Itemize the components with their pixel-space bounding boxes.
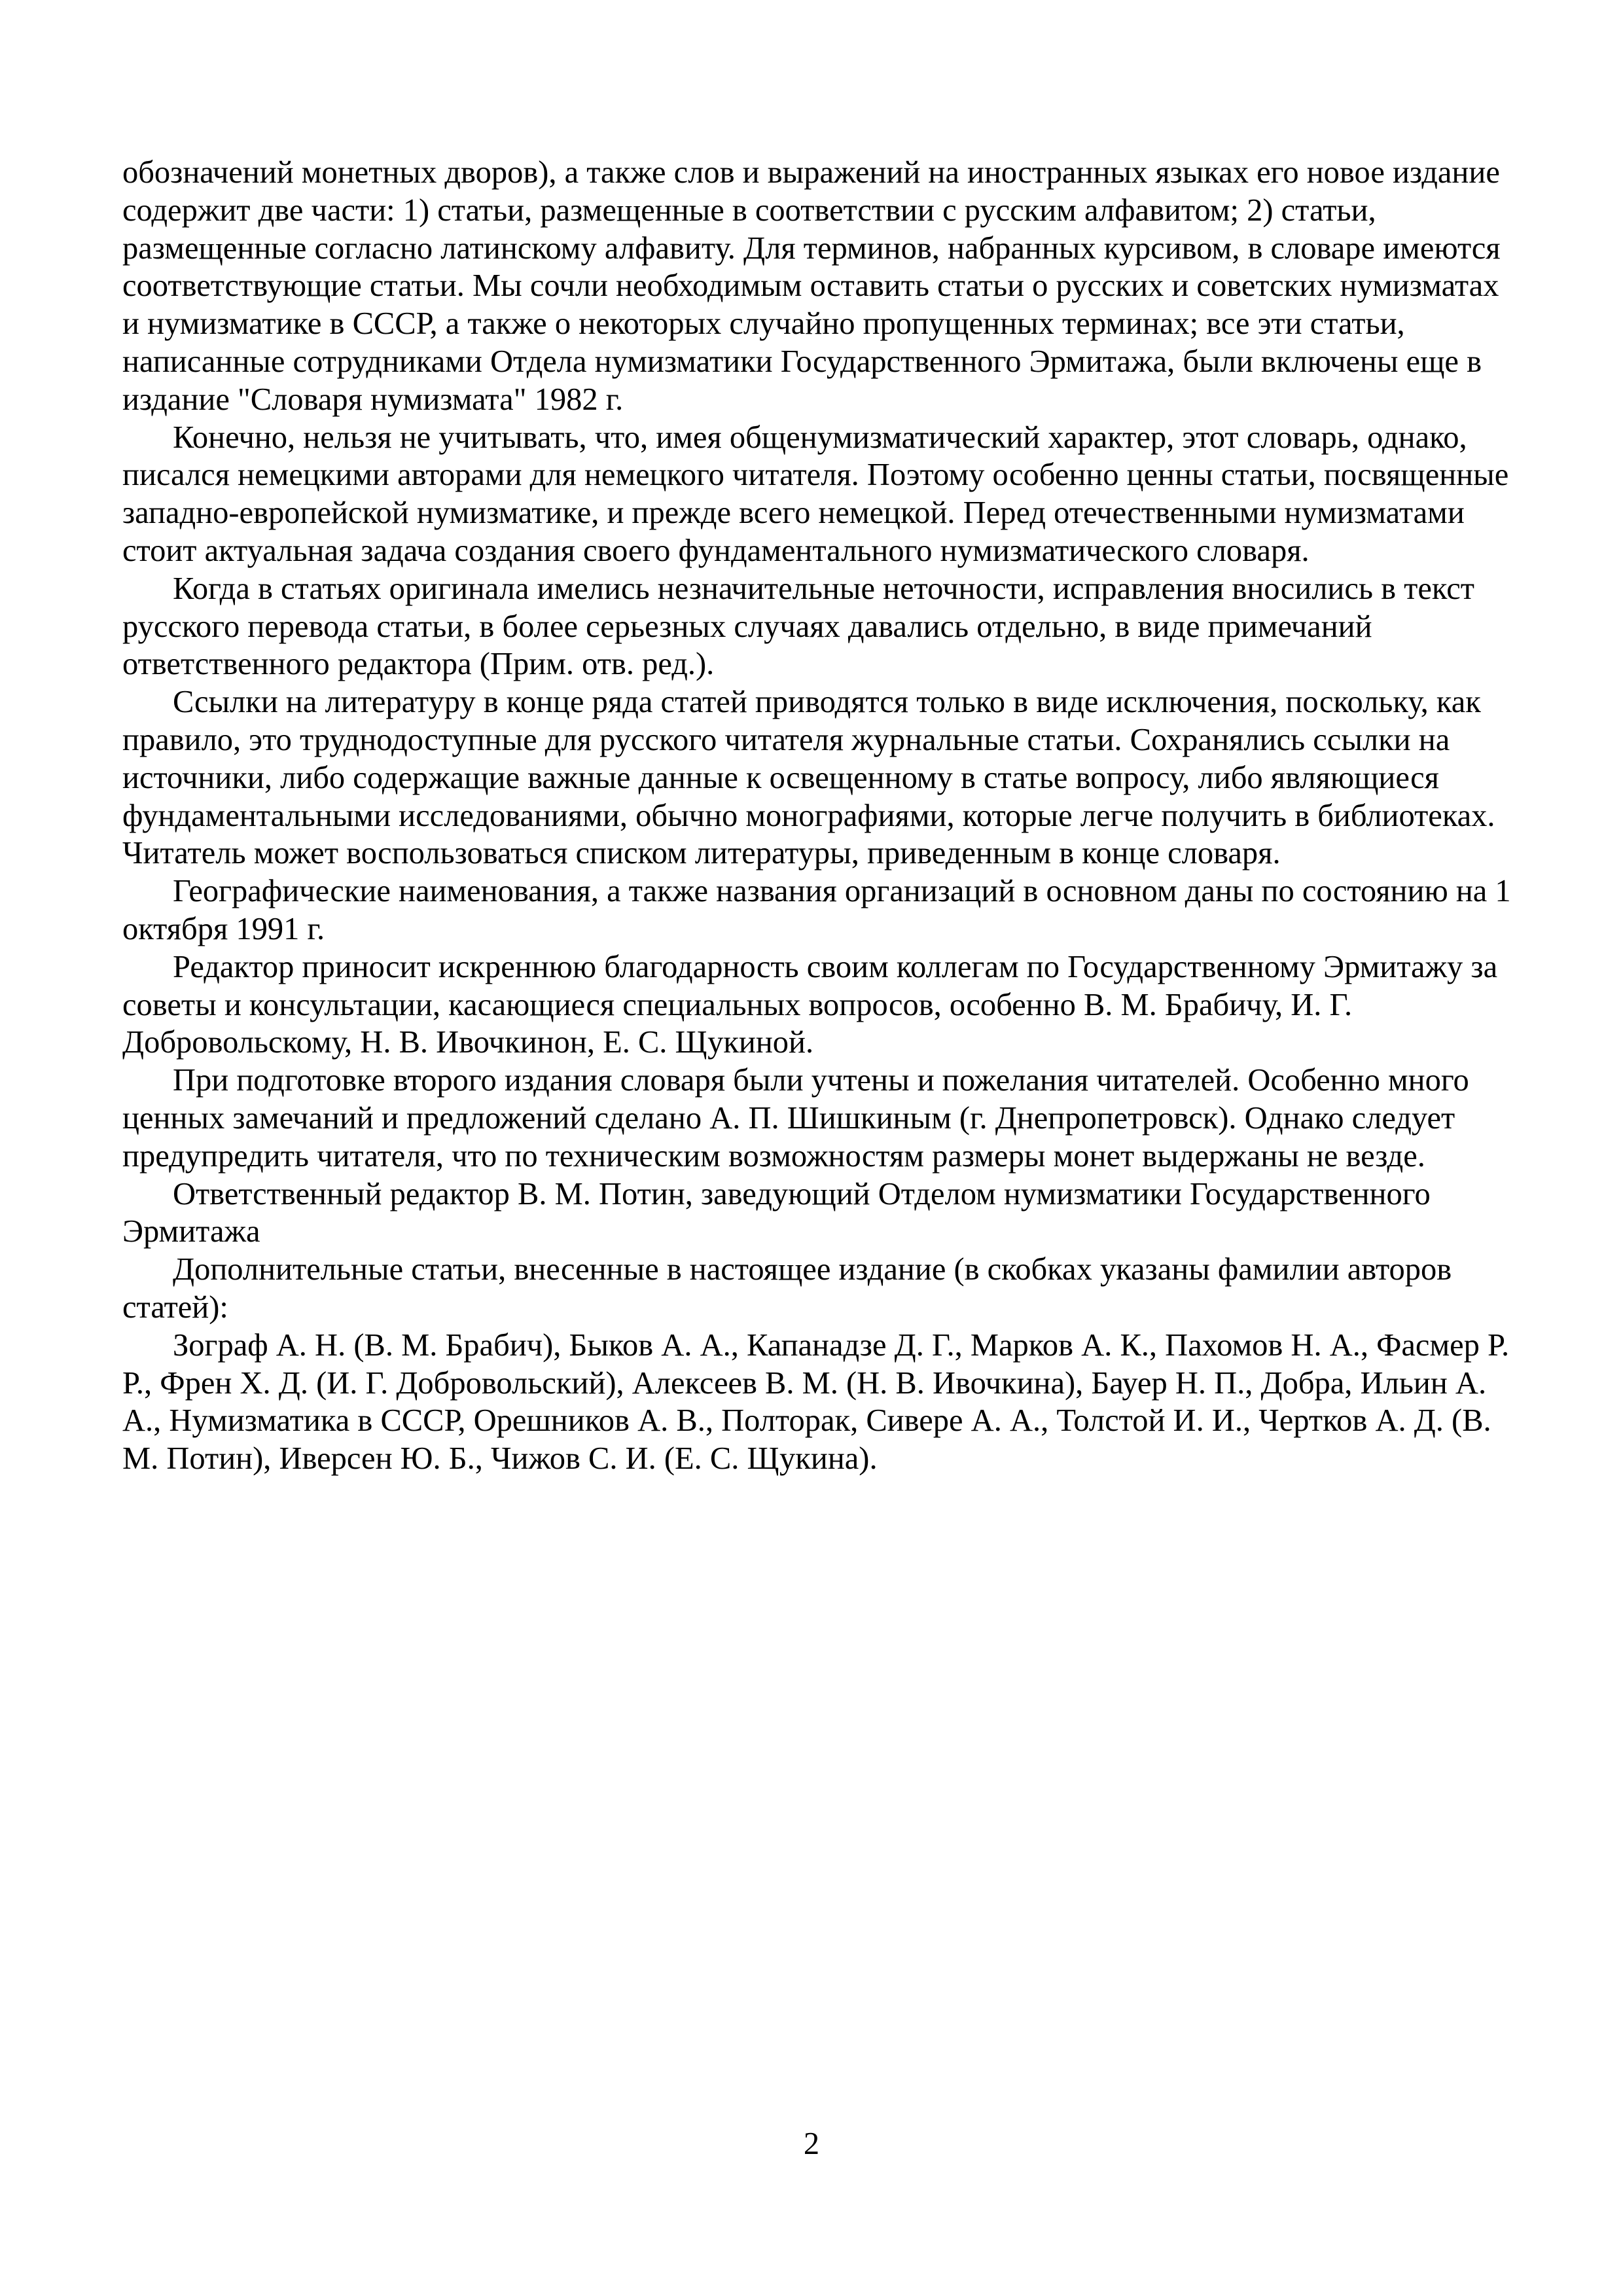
paragraph-additional-articles-list: Зограф А. Н. (В. М. Брабич), Быков А. А., Капанадзе Д. Г., Марков А. К., Пахомов Н. А., Фасмер Р. Р., Френ Х. Д. (И. Г. Добровольский), Алексеев В. М. (Н. В. Ивочкина), Бауер Н. П., Добра, Ильин А. А., Нумизматика в СССР, Орешников А. В., Полторак, Сивере А. А., Толстой И. И., Чертков А. Д. (В. М. Потин), Иверсен Ю. Б., Чижов С. И. (Е. С. Щукина). <box>122 1327 1510 1477</box>
paragraph-additional-articles-intro: Дополнительные статьи, внесенные в настоящее издание (в скобках указаны фамилии авторов статей): <box>122 1252 1452 1325</box>
document-body <box>122 154 1513 1478</box>
paragraph-german-authors: Конечно, нельзя не учитывать, что, имея общенумизматический характер, этот словарь, однако, писался немецкими авторами для немецкого читателя. Поэтому особенно ценны статьи, посвященные западно-европейской нумизматике, и прежде всего немецкой. Перед отечественными нумизматами стоит актуальная задача создания своего фундаментального нумизматического словаря. <box>122 420 1509 568</box>
paragraph-second-edition: При подготовке второго издания словаря были учтены и пожелания читателей. Особенно много ценных замечаний и предложений сделано А. П. Шишкиным (г. Днепропетровск). Однако следует предупредить читателя, что по техническим возможностям размеры монет выдержаны не везде. <box>122 1063 1469 1174</box>
paragraph-geographic-names: Географические наименования, а также названия организаций в основном даны по состоянию на 1 октября 1991 г. <box>122 874 1511 946</box>
paragraph-literature-references: Ссылки на литературу в конце ряда статей приводятся только в виде исключения, поскольку, как правило, это труднодоступные для русского читателя журнальные статьи. Сохранялись ссылки на источники, либо содержащие важные данные к освещенному в статье вопросу, либо являющиеся фундаментальными исследованиями, обычно монографиями, которые легче получить в библиотеках. Читатель может воспользоваться списком литературы, приведенным в конце словаря. <box>122 685 1495 871</box>
paragraph-acknowledgements: Редактор приносит искреннюю благодарность своим коллегам по Государственному Эрмитажу за советы и консультации, касающиеся специальных вопросов, особенно В. М. Брабичу, И. Г. Добровольскому, Н. В. Ивочкинон, Е. С. Щукиной. <box>122 949 1498 1060</box>
paragraph-continuation-alphabet: обозначений монетных дворов), а также слов и выражений на иностранных языках его новое издание содержит две части: 1) статьи, размещенные в соответствии с русским алфавитом; 2) статьи, размещенные согласно латинскому алфавиту. Для терминов, набранных курсивом, в словаре имеются соответствующие статьи. Мы сочли необходимым оставить статьи о русских и советских нумизматах и нумизматике в СССР, а также о некоторых случайно пропущенных терминах; все эти статьи, написанные сотрудниками Отдела нумизматики Государственного Эрмитажа, были включены еще в издание "Словаря нумизмата" 1982 г. <box>122 155 1501 417</box>
page-number: 2 <box>803 2126 820 2161</box>
paragraph-editor-signature: Ответственный редактор В. М. Потин, заведующий Отделом нумизматики Государственного Эрмитажа <box>122 1176 1431 1249</box>
paragraph-corrections: Когда в статьях оригинала имелись незначительные неточности, исправления вносились в текст русского перевода статьи, в более серьезных случаях давались отдельно, в виде примечаний ответственного редактора (Прим. отв. ред.). <box>122 571 1474 682</box>
